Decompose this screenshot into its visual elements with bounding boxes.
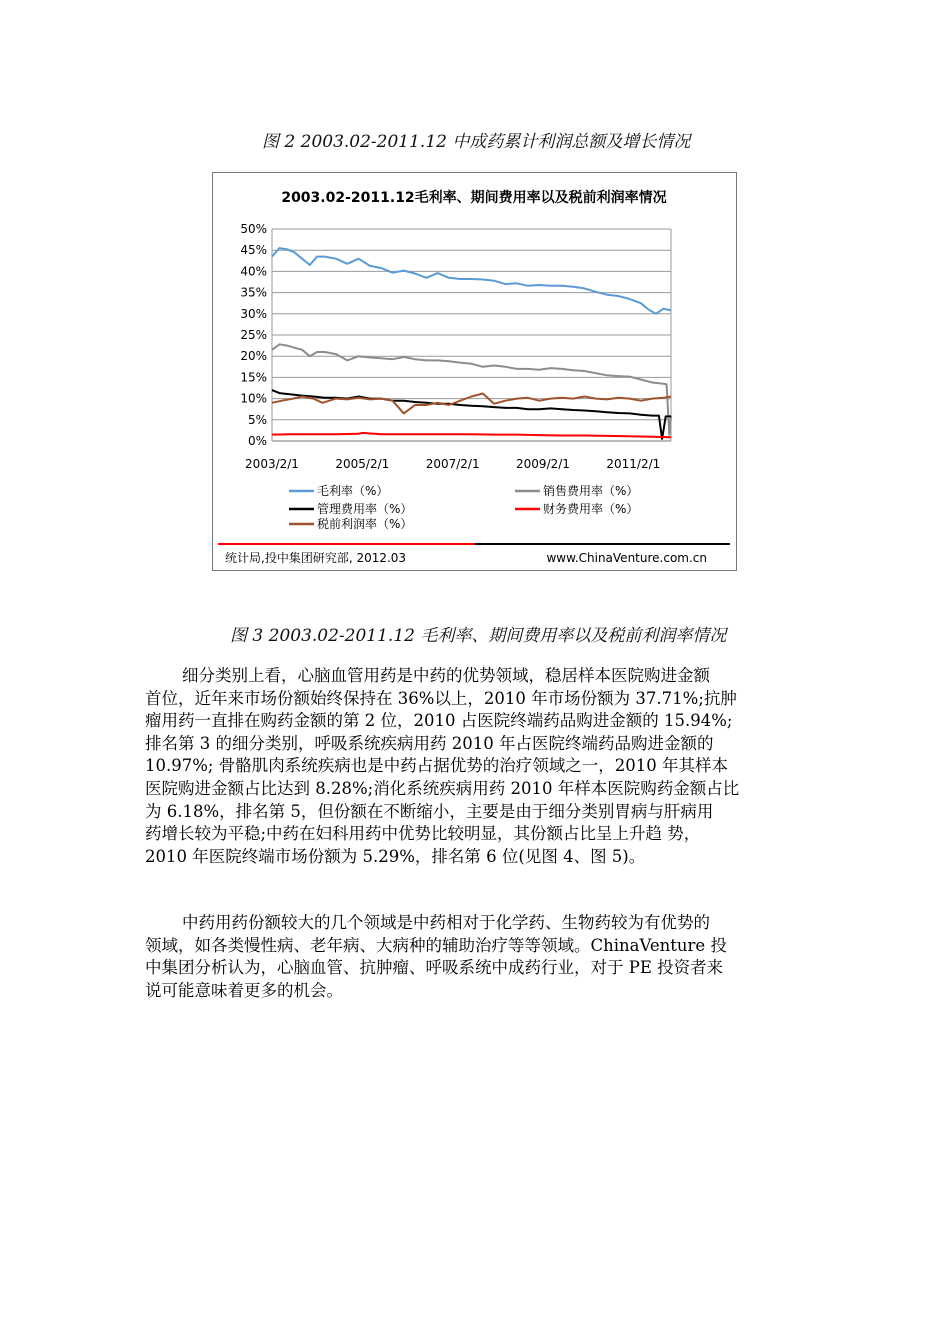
y-tick-label: 0% [247,434,267,448]
series-line [272,344,671,434]
paragraph-line: 药增长较为平稳;中药在妇科用药中优势比较明显，其份额占比呈上升趋 势， [145,824,701,844]
series-line [272,394,671,414]
chart-title: 2003.02-2011.12毛利率、期间费用率以及税前利润率情况 [281,190,667,206]
chart-container [212,172,737,571]
figure-3-caption: 图 3 2003.02-2011.12 毛利率、期间费用率以及税前利润率情况 [230,626,727,646]
paragraph-line: 细分类别上看，心脑血管用药是中药的优势领域，稳居样本医院购进金额 [182,666,710,685]
paragraph-1 [145,665,810,868]
y-tick-label: 45% [240,243,267,258]
y-tick-label: 40% [240,264,267,279]
x-tick-label: 2003/2/1 [245,457,299,471]
paragraph-line: 中药用药份额较大的几个领域是中药相对于化学药、生物药较为有优势的 [182,913,710,932]
paragraph-line: 10.97%; 骨骼肌肉系统疾病也是中药占据优势的治疗领域之一，2010 年其样本 [145,756,728,776]
chart-website: www.ChinaVenture.com.cn [546,551,707,565]
y-tick-label: 35% [240,285,267,300]
paragraph-line: 领域，如各类慢性病、老年病、大病种的辅助治疗等等领域。ChinaVenture 投 [145,935,727,955]
legend-label: 销售费用率（%） [543,484,639,498]
paragraph-line: 瘤用药一直排在购药金额的第 2 位，2010 占医院终端药品购进金额的 15.94%; [145,711,733,731]
y-tick-label: 50% [240,222,267,236]
series-line [272,248,671,314]
y-tick-label: 5% [247,412,267,427]
paragraph-line: 首位，近年来市场份额始终保持在 36%以上，2010 年市场份额为 37.71%;抗肿 [145,688,737,708]
legend-label: 毛利率（%） [317,484,389,498]
paragraph-line: 排名第 3 的细分类别，呼吸系统疾病用药 2010 年占医院终端药品购进金额的 [145,733,714,753]
paragraph-line: 医院购进金额占比达到 8.28%;消化系统疾病用药 2010 年样本医院购药金额占比 [145,778,740,798]
y-tick-label: 15% [240,370,267,385]
paragraph-line: 为 6.18%，排名第 5，但份额在不断缩小，主要是由于细分类别胃病与肝病用 [145,801,714,821]
paragraph-line: 说可能意味着更多的机会。 [145,980,343,1000]
chart-source: 统计局,投中集团研究部, 2012.03 [225,551,407,565]
x-tick-label: 2009/2/1 [516,457,570,471]
y-tick-label: 25% [240,328,267,342]
paragraph-2 [145,912,810,1002]
figure-2-caption: 图 2 2003.02-2011.12 中成药累计利润总额及增长情况 [262,132,691,152]
legend-label: 管理费用率（%） [317,502,413,516]
legend-label: 税前利润率（%） [317,517,413,531]
paragraph-line: 中集团分析认为，心脑血管、抗肿瘤、呼吸系统中成药行业，对于 PE 投资者来 [145,958,724,978]
line-chart [213,173,736,570]
series-line [272,433,671,437]
x-tick-label: 2007/2/1 [425,457,480,471]
y-tick-label: 10% [240,391,267,406]
paragraph-line: 2010 年医院终端市场份额为 5.29%，排名第 6 位(见图 4、图 5)。 [145,846,646,866]
legend-label: 财务费用率（%） [543,502,639,516]
x-tick-label: 2011/2/1 [606,457,661,471]
x-tick-label: 2005/2/1 [335,457,390,471]
y-tick-label: 20% [240,349,267,364]
y-tick-label: 30% [240,306,267,321]
